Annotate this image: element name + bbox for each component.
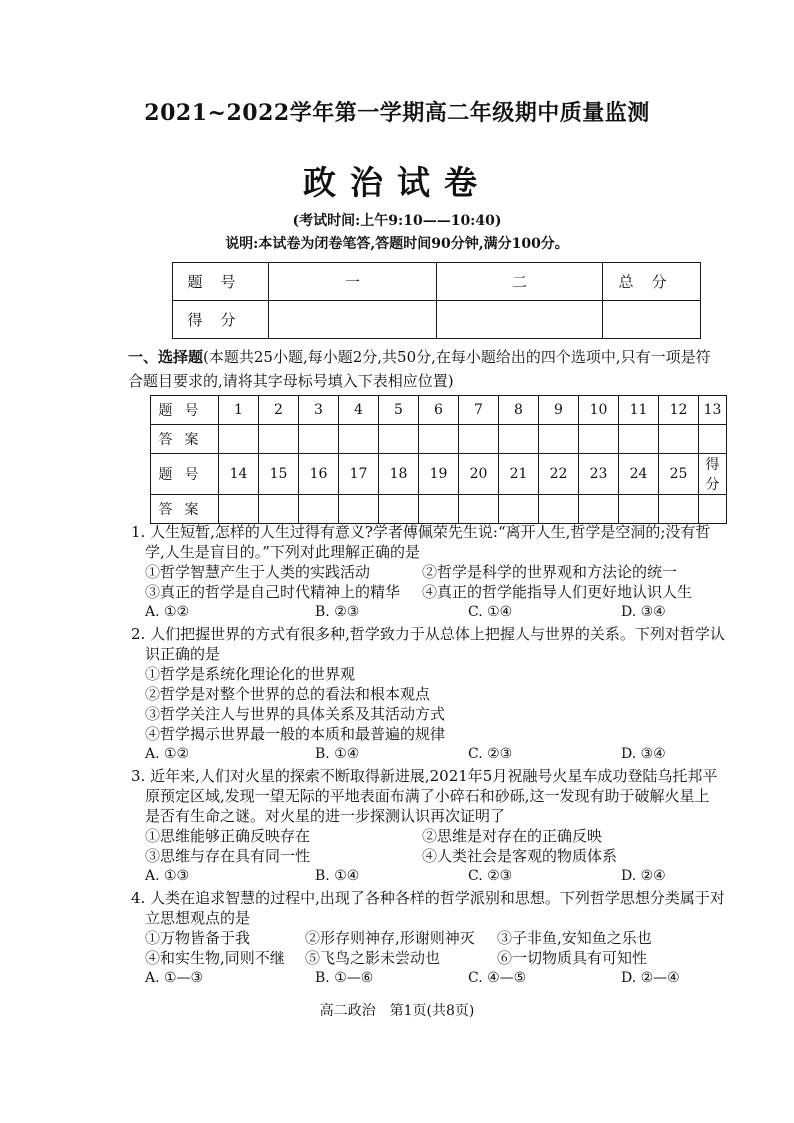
- score-cell-part2[interactable]: [437, 301, 603, 339]
- question-stem: 1. 人生短暂,怎样的人生过得有意义?学者傅佩荣先生说:“离开人生,哲学是空洞的;没有哲: [131, 523, 711, 541]
- option-b[interactable]: B. ①④: [315, 746, 360, 762]
- statement-5: ⑤飞鸟之影未尝动也: [305, 949, 441, 967]
- option-a[interactable]: A. ①②: [145, 746, 190, 762]
- answer-grid-number-row-2: [151, 454, 727, 495]
- answer-cell[interactable]: [259, 425, 299, 454]
- statement-2: ②哲学是对整个世界的总的看法和根本观点: [145, 685, 431, 703]
- question-stem: 识正确的是: [145, 645, 221, 663]
- statement-2: ②形存则神存,形谢则神灭: [305, 929, 475, 947]
- statement-1: ①哲学是系统化理论化的世界观: [145, 665, 356, 683]
- answer-cell[interactable]: [539, 425, 579, 454]
- statement-1: ①思维能够正确反映存在: [145, 827, 311, 845]
- statement-4: ④哲学揭示世界最一般的本质和最普遍的规律: [145, 725, 446, 743]
- option-c[interactable]: C. ②③: [468, 868, 513, 884]
- question-stem: 立思想观点的是: [145, 909, 251, 927]
- answer-cell[interactable]: [379, 425, 419, 454]
- grid-label-number: 题号: [151, 454, 219, 495]
- grid-number: 19: [419, 454, 459, 495]
- answer-cell[interactable]: [219, 495, 259, 524]
- answer-cell[interactable]: [579, 495, 619, 524]
- grid-number: 12: [659, 396, 699, 425]
- option-a[interactable]: A. ①②: [145, 604, 190, 620]
- option-b[interactable]: B. ①④: [315, 868, 360, 884]
- answer-cell[interactable]: [499, 425, 539, 454]
- grid-number: 6: [419, 396, 459, 425]
- option-a[interactable]: A. ①③: [145, 868, 190, 884]
- grid-number: 9: [539, 396, 579, 425]
- answer-cell[interactable]: [339, 425, 379, 454]
- grid-number: 11: [619, 396, 659, 425]
- grid-label-answer: 答案: [151, 495, 219, 524]
- grid-number: 25: [659, 454, 699, 495]
- grid-number: 21: [499, 454, 539, 495]
- answer-cell[interactable]: [659, 425, 699, 454]
- section1-intro: [128, 345, 778, 393]
- statement-3: ③哲学关注人与世界的具体关系及其活动方式: [145, 705, 446, 723]
- statement-3: ③思维与存在具有同一性: [145, 847, 311, 865]
- grid-score-label: 得分: [699, 454, 727, 495]
- question-stem: 学,人生是盲目的。”下列对此理解正确的是: [145, 543, 420, 561]
- score-cell[interactable]: [699, 495, 727, 524]
- option-a[interactable]: A. ①—③: [145, 970, 204, 986]
- grid-number: 3: [299, 396, 339, 425]
- answer-cell[interactable]: [499, 495, 539, 524]
- statement-4: ④和实生物,同则不继: [145, 949, 285, 967]
- answer-grid-answer-row-2: [151, 495, 727, 524]
- grid-number: 23: [579, 454, 619, 495]
- statement-6: ⑥一切物质具有可知性: [497, 949, 648, 967]
- score-row-label: 得分: [173, 301, 269, 339]
- answer-cell[interactable]: [379, 495, 419, 524]
- grid-number: 8: [499, 396, 539, 425]
- grid-number: 18: [379, 454, 419, 495]
- answer-cell[interactable]: [459, 425, 499, 454]
- statement-2: ②哲学是科学的世界观和方法论的统一: [422, 563, 678, 581]
- section1-desc-line2: 合题目要求的,请将其字母标号填入下表相应位置): [128, 372, 454, 390]
- page-footer: 高二政治 第1页(共8页): [319, 1003, 475, 1019]
- grid-number: 16: [299, 454, 339, 495]
- answer-cell[interactable]: [619, 495, 659, 524]
- answer-grid-number-row-1: [151, 396, 727, 425]
- statement-4: ④真正的哲学能指导人们更好地认识人生: [422, 583, 693, 601]
- statement-2: ②思维是对存在的正确反映: [422, 827, 603, 845]
- score-table: [172, 262, 701, 339]
- score-cell-total[interactable]: [603, 301, 701, 339]
- answer-cell[interactable]: [459, 495, 499, 524]
- answer-cell[interactable]: [659, 495, 699, 524]
- section1-desc-line1: (本题共25小题,每小题2分,共50分,在每小题给出的四个选项中,只有一项是符: [203, 348, 711, 366]
- question-stem: 原预定区域,发现一望无际的平地表面布满了小碎石和砂砾,这一发现有助于破解火星上: [145, 787, 710, 805]
- option-d[interactable]: D. ②—④: [621, 970, 680, 986]
- option-b[interactable]: B. ①—⑥: [315, 970, 374, 986]
- exam-instructions: 说明:本试卷为闭卷笔答,答题时间90分钟,满分100分。: [225, 236, 569, 252]
- statement-1: ①万物皆备于我: [145, 929, 251, 947]
- question-stem: 4. 人类在追求智慧的过程中,出现了各种各样的哲学派别和思想。下列哲学思想分类属于对: [131, 889, 725, 907]
- grid-number: 5: [379, 396, 419, 425]
- answer-grid: [150, 395, 727, 524]
- score-header-label: 题号: [173, 263, 269, 301]
- answer-cell[interactable]: [259, 495, 299, 524]
- grid-number: 7: [459, 396, 499, 425]
- grid-number: 10: [579, 396, 619, 425]
- answer-cell[interactable]: [579, 425, 619, 454]
- score-cell-part1[interactable]: [269, 301, 437, 339]
- subject-title: 政治试卷: [303, 163, 491, 202]
- answer-cell[interactable]: [219, 425, 259, 454]
- grid-label-number: 题号: [151, 396, 219, 425]
- answer-cell[interactable]: [339, 495, 379, 524]
- grid-number: 20: [459, 454, 499, 495]
- answer-grid-answer-row-1: [151, 425, 727, 454]
- grid-number: 24: [619, 454, 659, 495]
- question-stem: 是否有生命之谜。对火星的进一步探测认识再次证明了: [145, 807, 506, 825]
- option-d[interactable]: D. ③④: [621, 604, 666, 620]
- answer-cell[interactable]: [619, 425, 659, 454]
- answer-cell[interactable]: [539, 495, 579, 524]
- section1-heading: 一、选择题: [128, 348, 204, 366]
- option-d[interactable]: D. ③④: [621, 746, 666, 762]
- option-c[interactable]: C. ①④: [468, 604, 513, 620]
- score-header-part2: 二: [437, 263, 603, 301]
- question-stem: 2. 人们把握世界的方式有很多种,哲学致力于从总体上把握人与世界的关系。下列对哲学认: [131, 625, 725, 643]
- grid-label-answer: 答案: [151, 425, 219, 454]
- grid-number: 1: [219, 396, 259, 425]
- answer-cell[interactable]: [419, 425, 459, 454]
- option-d[interactable]: D. ②④: [621, 868, 666, 884]
- grid-number: 17: [339, 454, 379, 495]
- grid-number: 4: [339, 396, 379, 425]
- answer-cell[interactable]: [699, 425, 727, 454]
- grid-number: 15: [259, 454, 299, 495]
- grid-number: 22: [539, 454, 579, 495]
- statement-1: ①哲学智慧产生于人类的实践活动: [145, 563, 371, 581]
- option-b[interactable]: B. ②③: [315, 604, 360, 620]
- answer-cell[interactable]: [419, 495, 459, 524]
- exam-time: (考试时间:上午9:10——10:40): [292, 213, 502, 229]
- option-c[interactable]: C. ④—⑤: [468, 970, 527, 986]
- score-header-total: 总分: [603, 263, 701, 301]
- question-stem: 3. 近年来,人们对火星的探索不断取得新进展,2021年5月祝融号火星车成功登陆乌托邦平: [131, 767, 718, 785]
- answer-cell[interactable]: [299, 495, 339, 524]
- exam-title: 2021~2022学年第一学期高二年级期中质量监测: [144, 100, 650, 126]
- score-header-part1: 一: [269, 263, 437, 301]
- answer-cell[interactable]: [299, 425, 339, 454]
- score-table-score-row: [173, 301, 701, 339]
- statement-3: ③子非鱼,安知鱼之乐也: [497, 929, 652, 947]
- grid-number: 13: [699, 396, 727, 425]
- grid-number: 2: [259, 396, 299, 425]
- grid-number: 14: [219, 454, 259, 495]
- score-table-header-row: [173, 263, 701, 301]
- statement-4: ④人类社会是客观的物质体系: [422, 847, 618, 865]
- option-c[interactable]: C. ②③: [468, 746, 513, 762]
- statement-3: ③真正的哲学是自己时代精神上的精华: [145, 583, 401, 601]
